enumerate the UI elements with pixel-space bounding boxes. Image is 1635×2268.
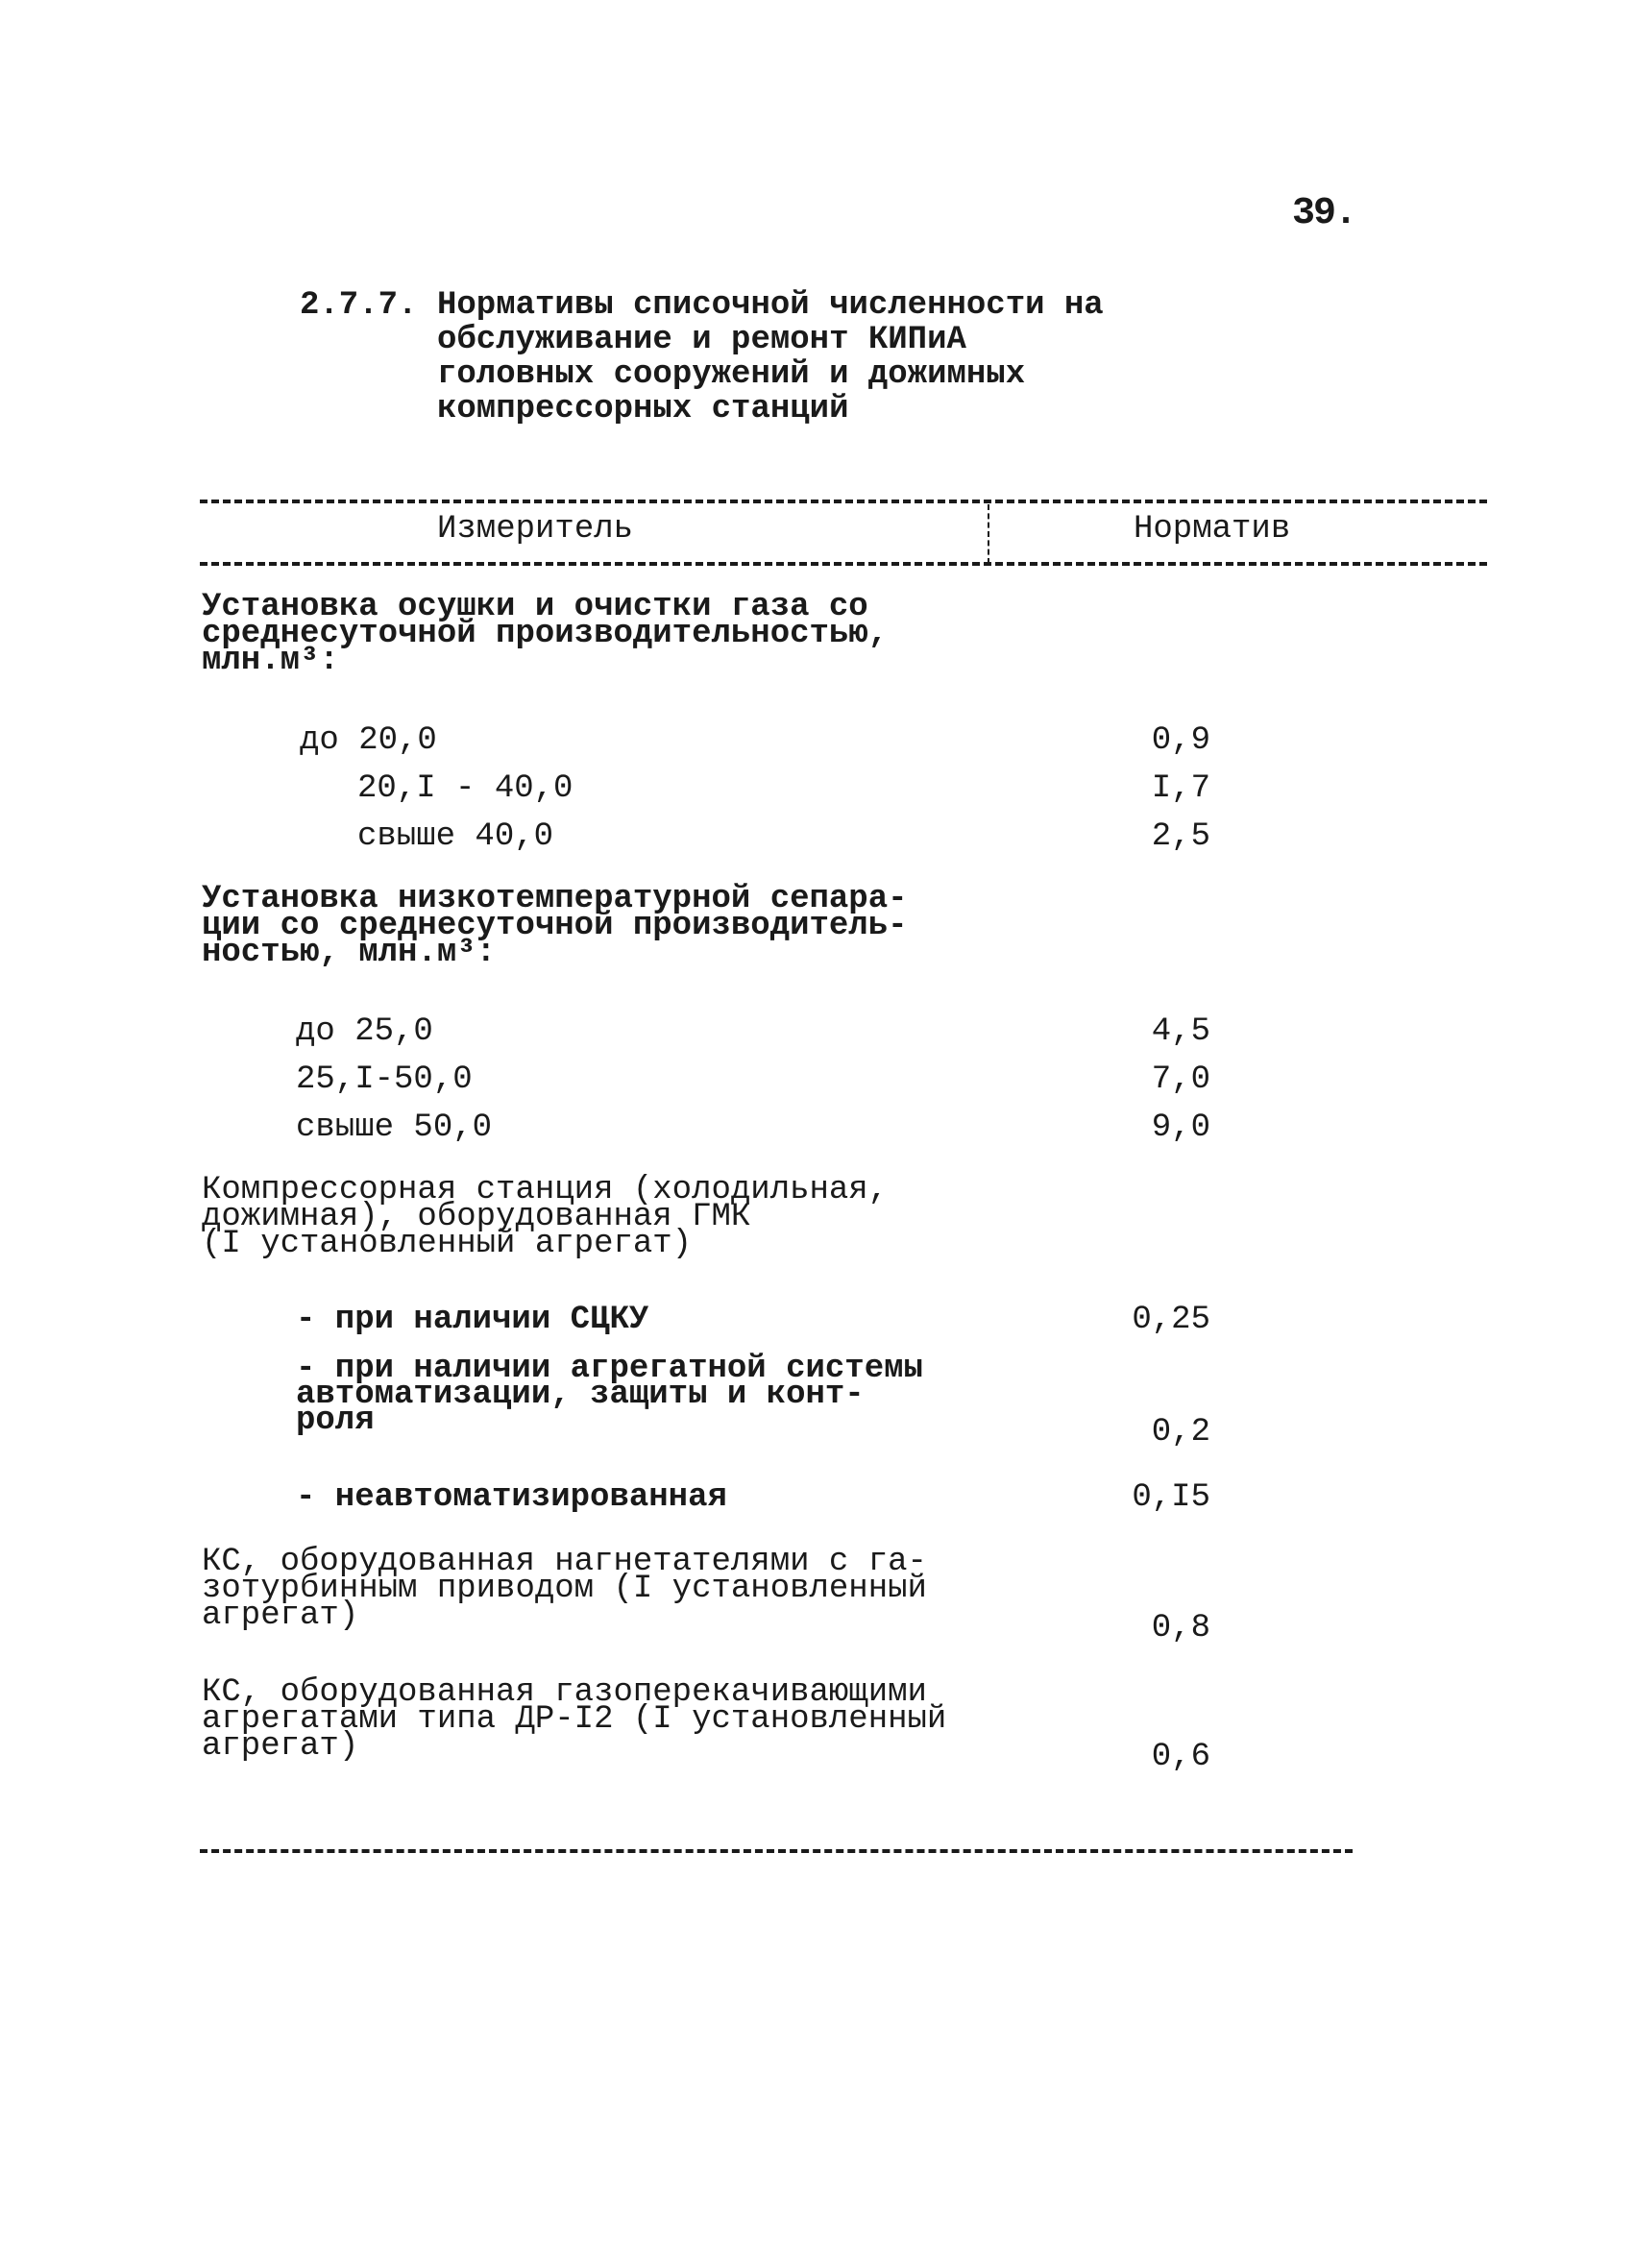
row-label: - неавтоматизированная (296, 1479, 727, 1516)
row-value: 0,2 (1151, 1414, 1210, 1451)
row-value: 0,25 (1132, 1302, 1210, 1338)
table-bottom-rule (200, 1849, 1353, 1853)
column-header-measure: Измеритель (437, 511, 634, 548)
group-label: КС, оборудованная нагнетателями с га- зотурбинным приводом (I установленный агрегат) (202, 1544, 927, 1634)
section-number: 2.7.7. (300, 287, 418, 324)
row-label: свыше 40,0 (357, 818, 554, 855)
column-separator (988, 504, 989, 564)
row-label: - при наличии агрегатной системы автоматизации, защиты и конт- роля (296, 1351, 923, 1439)
row-value: 0,I5 (1132, 1479, 1210, 1516)
row-value: 0,6 (1151, 1739, 1210, 1775)
row-value: 0,8 (1151, 1610, 1210, 1646)
section-title: Нормативы списочной численности на обслуживание и ремонт КИПиА головных сооружений и дожимных компрессорных станций (437, 287, 1104, 427)
row-label: до 25,0 (296, 1013, 433, 1050)
row-value: 9,0 (1151, 1110, 1210, 1146)
group-label: Установка низкотемпературной сепара- ции со среднесуточной производитель- ностью, млн.м³: (202, 881, 908, 971)
row-value: 4,5 (1151, 1013, 1210, 1050)
row-value: I,7 (1151, 770, 1210, 807)
table-top-rule (200, 500, 1487, 503)
row-label: 25,I-50,0 (296, 1061, 473, 1098)
column-header-norm: Норматив (1134, 511, 1291, 548)
row-label: 20,I - 40,0 (357, 770, 573, 807)
table-header-rule (200, 562, 1487, 566)
page-number: 39. (1292, 192, 1356, 235)
group-label: Установка осушки и очистки газа со среднесуточной производительностью, млн.м³: (202, 589, 889, 679)
row-label: до 20,0 (300, 722, 437, 759)
row-value: 0,9 (1151, 722, 1210, 759)
group-label: КС, оборудованная газоперекачивающими агрегатами типа ДР-I2 (I установленный агрегат) (202, 1674, 947, 1765)
section-heading (300, 288, 1164, 427)
row-label: - при наличии СЦКУ (296, 1302, 649, 1338)
row-value: 7,0 (1151, 1061, 1210, 1098)
row-value: 2,5 (1151, 818, 1210, 855)
group-label: Компрессорная станция (холодильная, дожимная), оборудованная ГМК (I установленный агрегат) (202, 1172, 889, 1262)
row-label: свыше 50,0 (296, 1110, 493, 1146)
